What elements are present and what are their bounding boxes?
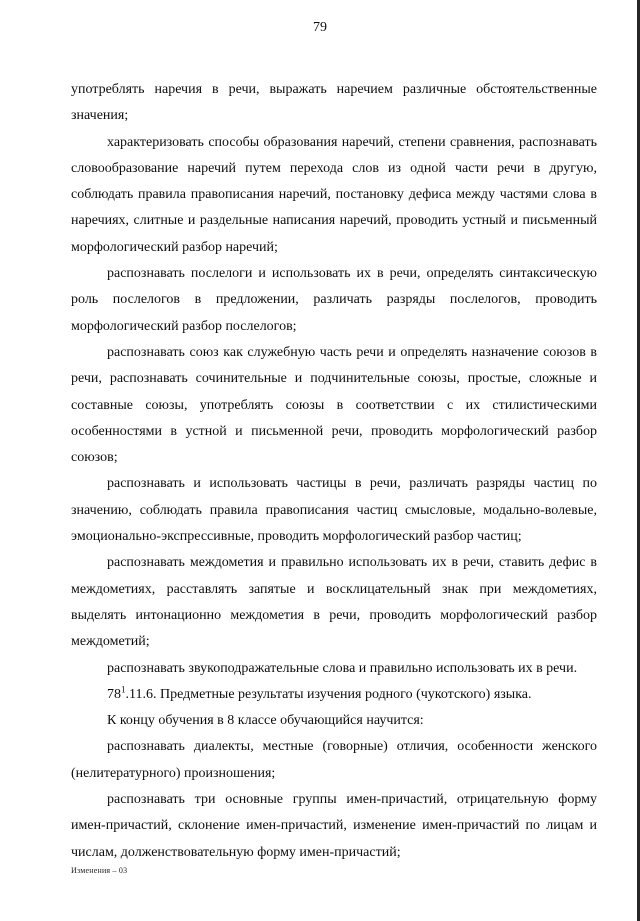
paragraph-interjections: распознавать междометия и правильно использовать их в речи, ставить дефис в междометиях, расставлять запятые и восклицательный знак при междометиях, выделять интонационно междометия в речи, проводить морфологический разбор междометий; [71,555,597,650]
paragraph-dialects: распознавать диалекты, местные (говорные) отличия, особенности женского (нелитературного) произношения; [71,739,597,781]
paragraph-onomatopoeia: распознавать звукоподражательные слова и правильно использовать их в речи. [107,660,578,676]
section-heading-text: Предметные результаты изучения родного (чукотского) языка. [156,686,532,702]
paragraph-postpositions: распознавать послелоги и использовать их в речи, определять синтаксическую роль послелогов в предложении, различать разряды послелогов, проводить морфологический разбор послелогов; [71,266,597,334]
section-number-rest: .11.6. [125,686,157,702]
document-body [71,77,597,866]
paragraph-adverbs-formation: характеризовать способы образования наречий, степени сравнения, распознавать словообразование наречий путем перехода слов из одной части речи в другую, соблюдать правила правописания наречий, постановку дефиса между частями слова в наречиях, слитные и раздельные написания наречий, проводить устный и письменный морфологический разбор наречий; [71,134,597,255]
footer-revision-note: Изменения – 03 [71,866,128,875]
paragraph-grade-intro: К концу обучения в 8 классе обучающийся научится: [107,713,424,729]
section-number-main: 78 [107,686,121,702]
paragraph-particles: распознавать и использовать частицы в речи, различать разряды частиц по значению, соблюдать правила правописания частиц смысловые, модально-волевые, эмоционально-экспрессивные, проводить морфологический разбор частиц; [71,476,597,545]
paragraph-adverbs-usage: употреблять наречия в речи, выражать наречием различные обстоятельственные значения; [71,82,597,124]
section-heading [71,682,597,708]
paragraph-participles: распознавать три основные группы имен-причастий, отрицательную форму имен-причастий, склонение имен-причастий, изменение имен-причастий по лицам и числам, долженствовательную форму имен-причастий; [71,792,597,860]
page-number: 79 [313,20,327,35]
paragraph-conjunctions: распознавать союз как служебную часть речи и определять назначение союзов в речи, распознавать сочинительные и подчинительные союзы, простые, сложные и составные союзы, употреблять союзы в соответствии с их стилистическими особенностями в устной и письменной речи, проводить морфологический разбор союзов; [71,344,597,466]
section-number-superscript: 1 [121,684,126,695]
